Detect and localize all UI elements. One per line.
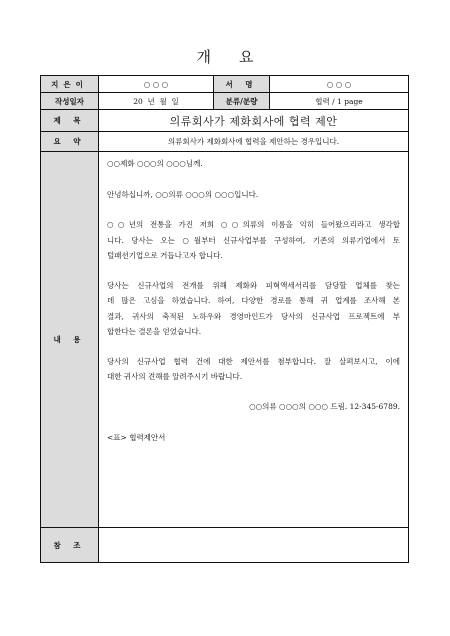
subject-label: 제 목 bbox=[41, 110, 99, 132]
paragraph-3-line-1: 당사의 신규사업 협력 건에 대한 제안서를 첨부합니다. 잘 살펴보시고, 이에 bbox=[107, 356, 400, 366]
signoff-line: ○○의류 ○○○의 ○○○ 드림. 12-345-6789. bbox=[249, 401, 400, 411]
intro-line: 안녕하십니까, ○○의류 ○○○의 ○○○입니다. bbox=[107, 189, 259, 199]
paragraph-1-line-2: 니다. 당사는 오는 ○월부터 신규사업부를 구성하여, 기존의 의류기업에서 토 bbox=[107, 235, 400, 245]
summary-value: 의류회사가 제화회사에 협력을 제안하는 경우입니다. bbox=[99, 132, 409, 152]
date-value: 20 년 월 일 bbox=[99, 93, 214, 110]
greeting-line: ○○제화 ○○○의 ○○○님께. bbox=[107, 159, 203, 168]
paragraph-2-line-4: 합한다는 결론을 얻었습니다. bbox=[107, 327, 202, 336]
class-label: 분류/분량 bbox=[214, 93, 270, 110]
date-row bbox=[41, 93, 409, 110]
sign-value: ○ ○ ○ bbox=[270, 76, 409, 93]
date-label: 작성일자 bbox=[41, 93, 99, 110]
attachment-line: <표> 협력제안서 bbox=[107, 433, 166, 442]
paragraph-2-line-1: 당사는 신규사업의 전개를 위해 제화와 피혁액세서리를 담당할 업체를 찾는 bbox=[107, 280, 400, 290]
paragraph-2-line-3: 결과, 귀사의 축적된 노하우와 경영마인드가 당사의 신규사업 프로젝트에 부 bbox=[107, 311, 400, 321]
paragraph-1-line-3: 털패션기업으로 거듭나고자 합니다. bbox=[107, 251, 223, 260]
author-value: ○ ○ ○ bbox=[99, 76, 214, 93]
reference-label: 참 조 bbox=[41, 528, 99, 563]
author-label: 지은이 bbox=[41, 76, 99, 93]
paragraph-3-line-2: 대한 귀사의 견해를 알려주시기 바랍니다. bbox=[107, 372, 243, 381]
proposal-form-table bbox=[40, 75, 409, 563]
reference-value bbox=[99, 528, 409, 563]
summary-row bbox=[41, 132, 409, 152]
class-value: 협력 / 1 page bbox=[270, 93, 409, 110]
content-label: 내 용 bbox=[41, 152, 99, 528]
page-title: 개요 bbox=[196, 48, 282, 66]
sign-label: 서 명 bbox=[214, 76, 270, 93]
content-row bbox=[41, 152, 409, 528]
subject-row bbox=[41, 110, 409, 132]
paragraph-2-line-2: 데 많은 고심을 하였습니다. 하여, 다양한 경로를 통해 귀 업계를 조사해 본 bbox=[107, 296, 400, 305]
paragraph-1-line-1: ○○년의 전통을 가진 저희 ○○의류의 이름을 익히 들어왔으리라고 생각합 bbox=[107, 220, 400, 229]
reference-row bbox=[41, 528, 409, 563]
summary-label: 요 약 bbox=[41, 132, 99, 152]
subject-value: 의류회사가 제화회사에 협력 제안 bbox=[99, 110, 409, 132]
content-body bbox=[99, 152, 409, 528]
author-row bbox=[41, 76, 409, 93]
